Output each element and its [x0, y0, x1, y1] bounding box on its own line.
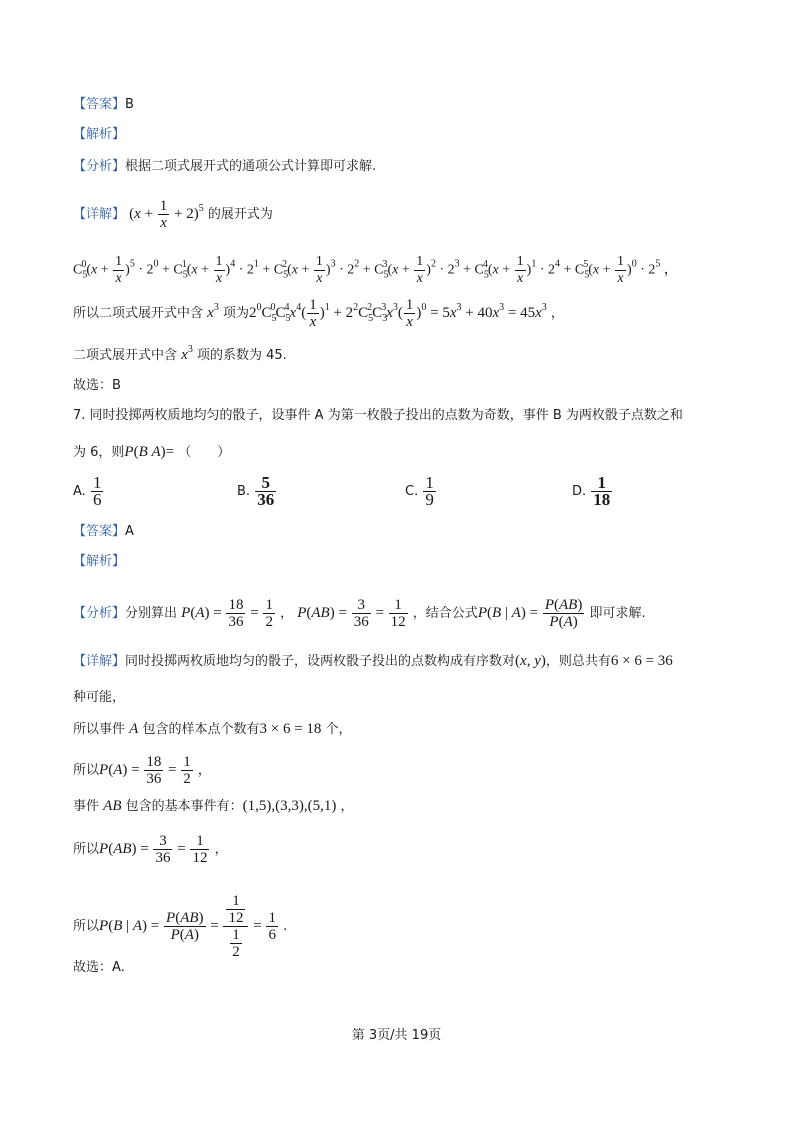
q7-answer-line: 【答案】A: [73, 524, 134, 539]
q7-detail-cont: 种可能，: [73, 690, 126, 705]
page-footer: 第 3页/共 19页: [351, 1028, 442, 1043]
q6-x3-term-formula: $2^0C_5^0C_5^4x^4$( $\frac{1}{x}$ )$^1 + 2^2C_5^2C_3^3x^3$( $\frac{1}{x}$ )$^0 = 5x^3 + 40x^3 = 45x^3$: [248, 297, 547, 330]
q7-detail-line: 【详解】同时投掷两枚质地均匀的骰子，设两枚骰子投出的点数构成有序数对(x, y)，则总共有6 × 6 = 36: [73, 653, 673, 669]
q6-detail-tail: 的展开式为: [207, 206, 273, 222]
q6-coef-line: 二项式展开式中含 $x^3$ 项的系数为 45.: [73, 344, 287, 363]
choice-c: C. $\frac{1}{9}$: [405, 473, 434, 509]
q7-cond-formula: P(B | A) = $\frac{P(AB)}{P(A)}$: [477, 597, 583, 630]
q6-answer: B: [125, 97, 134, 112]
q7-pba-line: 所以P(B | A) = $\frac{P(AB)}{P(A)}$ = $\frac{\frac{1}{12}}{\frac{1}{2}}$ = $\frac{1}{6}$ .: [73, 893, 288, 960]
q7-choose: 故选：A.: [73, 960, 125, 975]
q7-stem-line1: 7. 同时投掷两枚质地均匀的骰子，设事件 A 为第一枚骰子投出的点数为奇数，事件 B 为两枚骰子点数之和: [73, 408, 683, 423]
q7-pa-calc: P(A) = $\frac{18}{36}$ = $\frac{1}{2}$: [181, 597, 273, 630]
q7-answer: A: [125, 524, 134, 539]
q7-fenxi-line: 【分析】分别算出 P(A) = $\frac{18}{36}$ = $\frac{1}{2}$ ， P(AB) = $\frac{3}{36}$ = $\frac{1}{12}$ ，结合公式P(B | A) = $\frac{P(AB)}{P(A)}$ 即可求解.: [73, 597, 646, 630]
q7-event-a-line: 所以事件 A 包含的样本点个数有3 × 6 = 18 个，: [73, 721, 352, 737]
q6-fenxi-text: 根据二项式展开式的通项公式计算即可求解.: [125, 159, 377, 174]
q6-detail-line: [73, 198, 273, 231]
q7-pair: (x, y): [515, 653, 546, 669]
q7-pa-line: 所以P(A) = $\frac{18}{36}$ = $\frac{1}{2}$ ，: [73, 754, 211, 787]
q7-event-ab-list: (1,5),(3,3),(5,1): [242, 798, 337, 814]
q7-stem-formula: P(B A)=: [124, 444, 175, 460]
q7-analysis-label: 【解析】: [73, 554, 126, 569]
q6-fenxi-line: [73, 157, 376, 177]
q7-stem-line2: 为 6，则P(B A)= （ ）: [73, 444, 231, 460]
fenxi-label: 【分析】: [73, 159, 126, 174]
q6-choose: 故选：B: [73, 378, 121, 393]
q6-answer-line: [73, 95, 134, 115]
detail-label: 【详解】: [73, 206, 126, 222]
q7-total: 6 × 6 = 36: [610, 653, 673, 669]
answer-label: 【答案】: [73, 97, 126, 112]
choice-b: B. $\frac{5}{36}$: [237, 473, 275, 509]
q6-x3-term-line: 所以二项式展开式中含 $x^3$ 项为$2^0C_5^0C_5^4x^4$( $\frac{1}{x}$ )$^1 + 2^2C_5^2C_3^3x^3$( $\frac{1}{x}$ )$^0 = 5x^3 + 40x^3 = 45x^3$ ，: [73, 297, 564, 330]
q6-expansion: $C_5^0(x$ + $\frac{1}{x}$ )$^5 \cdot 2^0 + C_5^1(x$ + $\frac{1}{x}$ )$^4 \cdot 2^1 + C_5^2(x$ + $\frac{1}{x}$ )$^3 \cdot 2^2 + C_5^3(x$ + $\frac{1}{x}$ )$^2 \cdot 2^3 + C_5^4(x$ + $\frac{1}{x}$ )$^1 \cdot 2^4 + C_5^5(x$ + $\frac{1}{x}$ )$^0 \cdot 2^5$ ，: [73, 254, 678, 286]
q7-event-ab-line: 事件 AB 包含的基本事件有：(1,5),(3,3),(5,1) ，: [73, 798, 354, 814]
choice-d: D. $\frac{1}{18}$: [572, 473, 611, 509]
q7-pab-line: 所以P(AB) = $\frac{3}{36}$ = $\frac{1}{12}$ ，: [73, 833, 228, 866]
choice-a: A. $\frac{1}{6}$: [73, 473, 102, 509]
q7-pab-calc: P(AB) = $\frac{3}{36}$ = $\frac{1}{12}$: [297, 597, 406, 630]
q6-analysis-label: 【解析】: [73, 127, 126, 142]
q6-binomial-expr: (x + $\frac{1}{x}$ + 2)$^5$: [129, 198, 204, 231]
